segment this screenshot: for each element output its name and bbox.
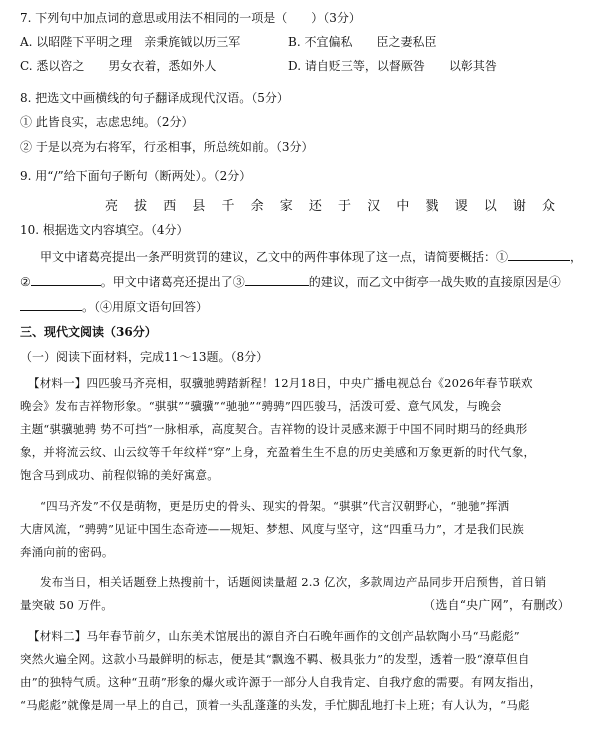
section-subtitle: （一）阅读下面材料，完成11～13题。（8分） — [20, 350, 269, 364]
q10-line-2-b: 。甲文中诸葛亮还提出了③ — [100, 275, 245, 289]
q10-line-1-text: 甲文中诸葛亮提出一条严明赏罚的建议，乙文中的两件事体现了这一点，请简要概括：① — [40, 250, 509, 264]
q10-line-1 — [40, 248, 582, 265]
material1-line: 饱含马到成功、前程似锦的美好寓意。 — [20, 468, 219, 482]
q7-option-d: D. 请自贬三等，以督厥咎 以彰其咎 — [288, 59, 497, 73]
material2-line: 【材料二】马年春节前夕，山东美术馆展出的源自齐白石晚年画作的文创产品软陶小马“马彪彪” — [28, 629, 520, 643]
section-title: 三、现代文阅读（36分） — [20, 325, 157, 339]
q9-stem: 9. 用“/”给下面句子断句（断两处）。（2分） — [20, 169, 252, 183]
q10-line-1-end: ， — [570, 250, 583, 264]
q10-line-2-c: 的建议，而乙文中街亭一战失败的直接原因是④ — [308, 275, 561, 289]
answer-blank-4[interactable] — [20, 298, 82, 311]
q10-line-2-a: ② — [20, 275, 31, 289]
material2-line: “马彪彪”就像是周一早上的自己，顶着一头乱蓬蓬的头发，手忙脚乱地打卡上班；有人认为，“马彪 — [20, 698, 530, 712]
q9-sentence: 亮 拔 西 县 千 余 家 还 于 汉 中 戮 谡 以 谢 众 — [105, 199, 561, 214]
q8-sentence-1: ① 此皆良实，志虑忠纯。（2分） — [20, 115, 194, 129]
answer-blank-2[interactable] — [31, 273, 101, 286]
material1-line: 主题“骐骥驰骋 势不可挡”一脉相承，高度契合。吉祥物的设计灵感来源于中国不同时期马的经典形 — [20, 422, 528, 436]
q10-line-2 — [20, 273, 561, 290]
q7-option-a: A. 以昭陛下平明之理 亲秉旄钺以历三军 — [20, 35, 241, 49]
material1-line: “四马齐发”不仅是萌物，更是历史的骨头、现实的骨架。“骐骐”代言汉朝野心，“驰驰”挥洒 — [40, 499, 510, 513]
q8-stem: 8. 把选文中画横线的句子翻译成现代汉语。（5分） — [20, 91, 289, 105]
q7-stem: 7. 下列句中加点词的意思或用法不相同的一项是（ ）（3分） — [20, 11, 361, 25]
q7-option-c: C. 悉以咨之 男女衣着，悉如外人 — [20, 59, 217, 73]
material2-line: 突然火遍全网。这款小马最鲜明的标志，便是其“飘逸不羁、极具张力”的发型，透着一股“潦草但自 — [20, 652, 530, 666]
q10-line-3-text: 。（④用原文语句回答） — [82, 300, 209, 314]
q8-sentence-2: ② 于是以亮为右将军，行丞相事，所总统如前。（3分） — [20, 140, 314, 154]
material2-line: 由”的独特气质。这种“丑萌”形象的爆火或许源于一部分人自我肯定、自我疗愈的需要。有网友指出， — [20, 675, 542, 689]
material1-line: 象，并将流云纹、山云纹等千年纹样“穿”上身，充盈着生生不息的历史美感和万象更新的时代气象， — [20, 445, 536, 459]
answer-blank-3[interactable] — [245, 273, 309, 286]
material1-line: 晚会》发布吉祥物形象。“骐骐”“骥骥”“驰驰”“骋骋”四匹骏马，活泼可爱、意气风发，与晚会 — [20, 399, 502, 413]
material1-source: （选自“央广网”，有删改） — [423, 598, 570, 612]
material1-line: 奔涌向前的密码。 — [20, 545, 114, 559]
material1-line: 发布当日，相关话题登上热搜前十，话题阅读量超 2.3 亿次，多款周边产品同步开启预售，首日销 — [40, 575, 547, 589]
material1-line: 【材料一】四匹骏马齐亮相，驭骥驰骋踏新程！12月18日，中央广播电视总台《2026年春节联欢 — [28, 376, 533, 390]
q10-stem: 10. 根据选文内容填空。（4分） — [20, 223, 189, 237]
answer-blank-1[interactable] — [508, 248, 570, 261]
material1-line: 量突破 50 万件。 — [20, 598, 113, 612]
q10-line-3 — [20, 298, 208, 315]
material1-line: 大唐风流，“骋骋”见证中国生态奇迹——规矩、梦想、风度与坚守，这“四重马力”，才是我们民族 — [20, 522, 525, 536]
q7-option-b: B. 不宜偏私 臣之妻私臣 — [288, 35, 437, 49]
